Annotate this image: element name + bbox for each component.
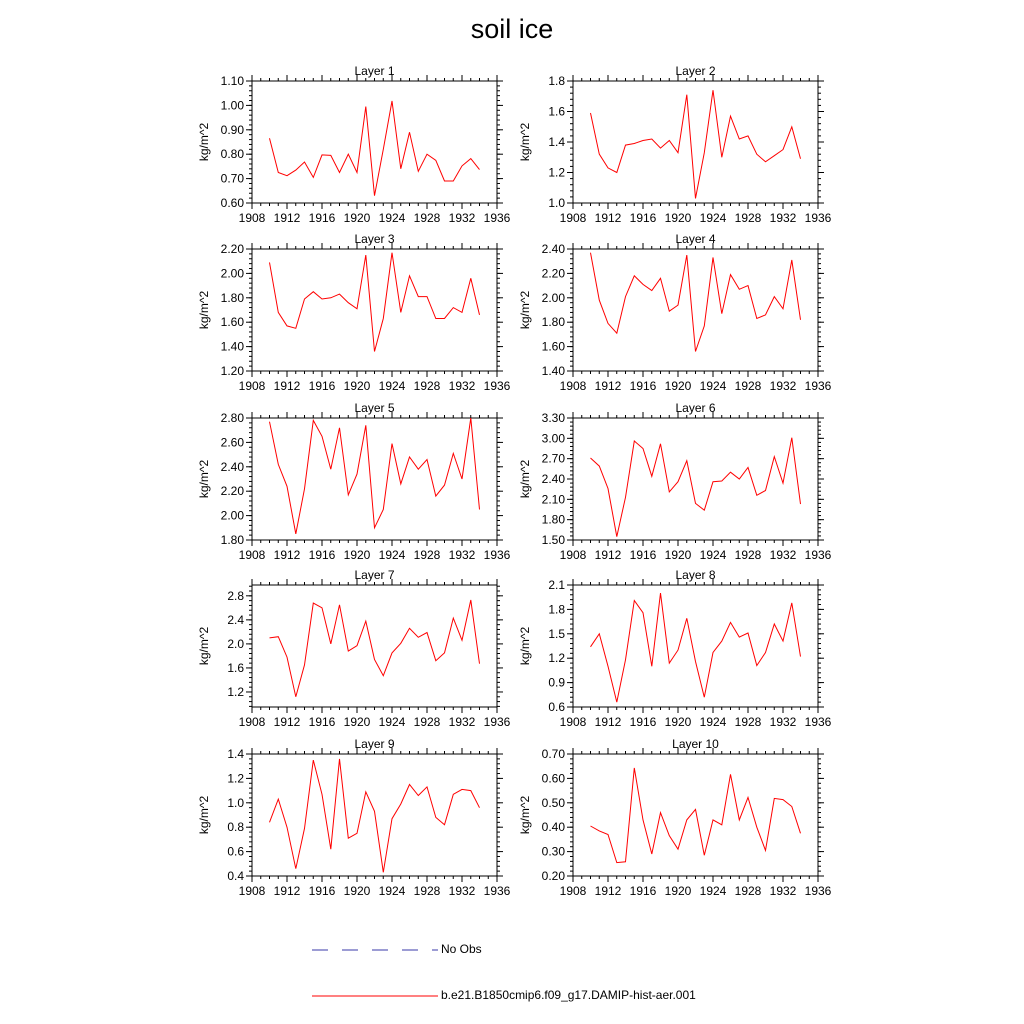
y-tick-label: 1.0 <box>227 795 244 810</box>
x-tick-label: 1924 <box>699 548 727 562</box>
x-tick-label: 1908 <box>238 548 266 562</box>
y-tick-label: 2.8 <box>227 588 244 603</box>
x-tick-label: 1912 <box>273 548 301 562</box>
y-tick-label: 0.6 <box>548 700 565 714</box>
x-tick-label: 1932 <box>769 884 797 898</box>
y-tick-label: 1.80 <box>220 290 244 305</box>
x-tick-label: 1920 <box>343 379 371 393</box>
series-line <box>591 438 801 537</box>
series-line <box>591 253 801 352</box>
y-tick-label: 2.20 <box>220 484 244 499</box>
panel-title: Layer 10 <box>672 737 719 751</box>
y-tick-label: 0.20 <box>541 869 565 883</box>
y-axis-label: kg/m^2 <box>197 122 211 162</box>
y-tick-label: 1.50 <box>541 533 565 547</box>
x-tick-label: 1908 <box>238 379 266 393</box>
y-tick-label: 1.4 <box>227 747 244 761</box>
panel-5 <box>197 401 511 562</box>
x-tick-label: 1936 <box>804 548 832 562</box>
x-tick-label: 1924 <box>378 379 406 393</box>
y-tick-label: 1.40 <box>541 364 565 378</box>
x-tick-label: 1928 <box>413 715 441 729</box>
y-tick-label: 2.00 <box>220 266 244 281</box>
x-tick-label: 1932 <box>448 548 476 562</box>
x-tick-label: 1932 <box>769 211 797 225</box>
x-tick-label: 1912 <box>594 211 622 225</box>
x-tick-label: 1912 <box>273 715 301 729</box>
panel-title: Layer 2 <box>675 64 716 78</box>
x-tick-label: 1928 <box>734 884 762 898</box>
x-tick-label: 1936 <box>483 211 511 225</box>
x-tick-label: 1924 <box>378 715 406 729</box>
plot-frame <box>573 81 818 203</box>
x-tick-label: 1920 <box>664 715 692 729</box>
x-tick-label: 1908 <box>238 715 266 729</box>
y-tick-label: 0.4 <box>227 869 244 883</box>
y-axis-label: kg/m^2 <box>518 795 532 835</box>
series-line <box>270 101 480 196</box>
y-tick-label: 1.6 <box>548 104 565 119</box>
x-tick-label: 1928 <box>734 715 762 729</box>
x-tick-label: 1928 <box>413 379 441 393</box>
plot-frame <box>252 754 497 876</box>
panel-title: Layer 7 <box>354 568 395 582</box>
y-tick-label: 1.8 <box>548 74 565 88</box>
x-tick-label: 1908 <box>559 211 587 225</box>
y-axis-label: kg/m^2 <box>197 290 211 330</box>
x-tick-label: 1936 <box>483 884 511 898</box>
y-tick-label: 1.20 <box>220 364 244 378</box>
x-tick-label: 1932 <box>448 884 476 898</box>
x-tick-label: 1936 <box>483 715 511 729</box>
y-tick-label: 2.40 <box>541 472 565 486</box>
x-tick-label: 1908 <box>559 548 587 562</box>
x-tick-label: 1924 <box>378 211 406 225</box>
x-tick-label: 1916 <box>629 211 657 225</box>
y-axis-label: kg/m^2 <box>197 459 211 499</box>
y-tick-label: 2.60 <box>220 435 244 450</box>
y-tick-label: 0.60 <box>541 771 565 786</box>
y-axis-label: kg/m^2 <box>197 795 211 835</box>
y-tick-label: 1.5 <box>548 626 565 641</box>
page-title: soil ice <box>470 14 554 44</box>
series-line <box>270 418 480 534</box>
y-tick-label: 0.80 <box>220 147 244 162</box>
y-tick-label: 2.20 <box>220 242 244 256</box>
x-tick-label: 1916 <box>629 379 657 393</box>
y-tick-label: 0.70 <box>220 171 244 186</box>
y-tick-label: 2.20 <box>541 266 565 281</box>
y-tick-label: 0.60 <box>220 196 244 210</box>
panel-title: Layer 8 <box>675 568 716 582</box>
y-tick-label: 0.40 <box>541 820 565 835</box>
panel-3 <box>197 232 511 393</box>
plot-frame <box>252 418 497 540</box>
y-axis-label: kg/m^2 <box>518 290 532 330</box>
plot-frame <box>252 81 497 203</box>
x-tick-label: 1928 <box>413 884 441 898</box>
panel-title: Layer 5 <box>354 401 395 415</box>
series-line <box>591 90 801 198</box>
y-axis-label: kg/m^2 <box>518 459 532 499</box>
plot-frame <box>252 585 497 707</box>
x-tick-label: 1912 <box>273 211 301 225</box>
panel-title: Layer 6 <box>675 401 716 415</box>
x-tick-label: 1920 <box>343 548 371 562</box>
x-tick-label: 1924 <box>378 548 406 562</box>
x-tick-label: 1924 <box>699 884 727 898</box>
x-tick-label: 1912 <box>594 548 622 562</box>
x-tick-label: 1920 <box>664 211 692 225</box>
x-tick-label: 1912 <box>273 379 301 393</box>
x-tick-label: 1908 <box>238 211 266 225</box>
y-tick-label: 1.60 <box>541 339 565 354</box>
series-line <box>270 600 480 697</box>
panel-title: Layer 9 <box>354 737 395 751</box>
x-tick-label: 1924 <box>699 211 727 225</box>
plot-frame <box>573 249 818 371</box>
x-tick-label: 1924 <box>699 715 727 729</box>
x-tick-label: 1916 <box>308 211 336 225</box>
y-tick-label: 1.0 <box>548 196 565 210</box>
y-tick-label: 0.70 <box>541 747 565 761</box>
plot-frame <box>252 249 497 371</box>
panel-title: Layer 1 <box>354 64 395 78</box>
panel-title: Layer 4 <box>675 232 716 246</box>
y-tick-label: 1.2 <box>227 684 244 699</box>
y-tick-label: 0.30 <box>541 844 565 859</box>
x-tick-label: 1916 <box>308 379 336 393</box>
series-line <box>270 759 480 872</box>
y-tick-label: 1.40 <box>220 339 244 354</box>
y-tick-label: 1.2 <box>548 651 565 666</box>
y-tick-label: 2.00 <box>541 290 565 305</box>
x-tick-label: 1928 <box>734 211 762 225</box>
y-tick-label: 1.2 <box>548 165 565 180</box>
x-tick-label: 1920 <box>343 884 371 898</box>
x-tick-label: 1928 <box>413 548 441 562</box>
y-tick-label: 2.4 <box>227 612 244 627</box>
x-tick-label: 1920 <box>664 548 692 562</box>
y-tick-label: 1.2 <box>227 771 244 786</box>
plot-frame <box>573 754 818 876</box>
y-tick-label: 1.10 <box>220 74 244 88</box>
x-tick-label: 1916 <box>308 715 336 729</box>
y-tick-label: 0.6 <box>227 844 244 859</box>
x-tick-label: 1932 <box>448 715 476 729</box>
x-tick-label: 1932 <box>769 379 797 393</box>
y-tick-label: 1.60 <box>220 315 244 330</box>
plot-frame <box>573 585 818 707</box>
legend-no-obs-line <box>312 944 442 956</box>
y-axis-label: kg/m^2 <box>518 626 532 666</box>
x-tick-label: 1936 <box>804 884 832 898</box>
series-line <box>591 768 801 863</box>
panel-4 <box>518 232 832 393</box>
panel-10 <box>518 737 832 898</box>
x-tick-label: 1916 <box>308 884 336 898</box>
y-tick-label: 0.50 <box>541 795 565 810</box>
y-tick-label: 1.8 <box>548 602 565 617</box>
x-tick-label: 1912 <box>594 715 622 729</box>
x-tick-label: 1936 <box>804 379 832 393</box>
y-axis-label: kg/m^2 <box>197 626 211 666</box>
x-tick-label: 1920 <box>664 884 692 898</box>
x-tick-label: 1912 <box>273 884 301 898</box>
y-tick-label: 2.10 <box>541 492 565 507</box>
y-tick-label: 2.1 <box>548 578 565 592</box>
y-tick-label: 2.80 <box>220 411 244 425</box>
y-tick-label: 1.80 <box>220 533 244 547</box>
y-tick-label: 0.90 <box>220 122 244 137</box>
x-tick-label: 1928 <box>734 548 762 562</box>
y-tick-label: 1.80 <box>541 315 565 330</box>
x-tick-label: 1932 <box>769 548 797 562</box>
panel-8 <box>518 568 832 729</box>
series-line <box>591 593 801 702</box>
y-tick-label: 1.6 <box>227 660 244 675</box>
y-tick-label: 0.8 <box>227 820 244 835</box>
x-tick-label: 1936 <box>483 379 511 393</box>
x-tick-label: 1924 <box>699 379 727 393</box>
x-tick-label: 1936 <box>804 211 832 225</box>
y-tick-label: 2.70 <box>541 451 565 466</box>
x-tick-label: 1928 <box>734 379 762 393</box>
x-tick-label: 1932 <box>769 715 797 729</box>
panel-2 <box>518 64 832 225</box>
y-tick-label: 1.4 <box>548 135 565 149</box>
legend-no-obs-label: No Obs <box>441 942 482 956</box>
legend-series-line <box>312 990 442 1002</box>
x-tick-label: 1920 <box>343 211 371 225</box>
x-tick-label: 1924 <box>378 884 406 898</box>
x-tick-label: 1920 <box>343 715 371 729</box>
y-axis-label: kg/m^2 <box>518 122 532 162</box>
x-tick-label: 1916 <box>308 548 336 562</box>
x-tick-label: 1912 <box>594 884 622 898</box>
x-tick-label: 1920 <box>664 379 692 393</box>
x-tick-label: 1908 <box>238 884 266 898</box>
y-tick-label: 0.9 <box>548 675 565 690</box>
panel-1 <box>197 64 511 225</box>
y-tick-label: 1.00 <box>220 98 244 113</box>
x-tick-label: 1908 <box>559 715 587 729</box>
panel-7 <box>197 568 511 729</box>
y-tick-label: 2.0 <box>227 636 244 651</box>
legend-series-label: b.e21.B1850cmip6.f09_g17.DAMIP-hist-aer.001 <box>441 988 696 1002</box>
x-tick-label: 1932 <box>448 211 476 225</box>
y-tick-label: 1.80 <box>541 512 565 527</box>
x-tick-label: 1936 <box>804 715 832 729</box>
panel-6 <box>518 401 832 562</box>
x-tick-label: 1916 <box>629 715 657 729</box>
panel-9 <box>197 737 511 898</box>
x-tick-label: 1928 <box>413 211 441 225</box>
x-tick-label: 1916 <box>629 884 657 898</box>
x-tick-label: 1908 <box>559 884 587 898</box>
y-tick-label: 3.30 <box>541 411 565 425</box>
y-tick-label: 2.40 <box>541 242 565 256</box>
panel-title: Layer 3 <box>354 232 395 246</box>
x-tick-label: 1908 <box>559 379 587 393</box>
series-line <box>270 253 480 352</box>
y-tick-label: 3.00 <box>541 431 565 446</box>
x-tick-label: 1932 <box>448 379 476 393</box>
x-tick-label: 1936 <box>483 548 511 562</box>
x-tick-label: 1916 <box>629 548 657 562</box>
x-tick-label: 1912 <box>594 379 622 393</box>
y-tick-label: 2.40 <box>220 459 244 474</box>
y-tick-label: 2.00 <box>220 508 244 523</box>
